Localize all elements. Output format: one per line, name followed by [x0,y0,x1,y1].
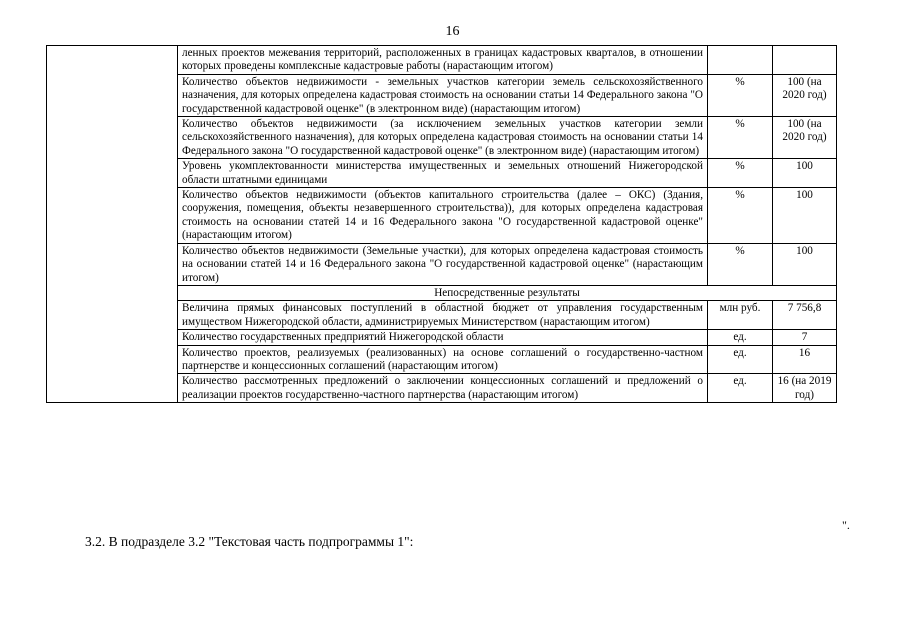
indicators-table [46,45,837,403]
indicator-text: ленных проектов межевания территорий, расположенных в границах кадастровых кварталов, в отношении которых проведены комплексные кадастровые работы (нарастающим итогом) [178,46,708,75]
unit-cell: % [708,188,773,244]
value-cell: 100 (на 2020 год) [773,74,837,116]
indicator-text: Количество проектов, реализуемых (реализованных) на основе соглашений о государственно-частном партнерстве и концессионных соглашений (нарастающим итогом) [178,345,708,374]
value-cell: 7 756,8 [773,301,837,330]
table-row [47,46,837,75]
unit-cell: млн руб. [708,301,773,330]
indicator-text: Количество рассмотренных предложений о заключении концессионных соглашений и предложений о реализации проектов государственно-частного партнерства (нарастающим итогом) [178,374,708,403]
unit-cell: % [708,243,773,285]
indicator-text: Величина прямых финансовых поступлений в областной бюджет от управления государственным имуществом Нижегородской области, администрируемых Министерством (нарастающим итогом) [178,301,708,330]
unit-cell: ед. [708,345,773,374]
section-header: Непосредственные результаты [178,285,837,300]
closing-quote: ". [842,518,850,532]
value-cell: 100 (на 2020 год) [773,117,837,159]
unit-cell: ед. [708,374,773,403]
unit-cell: % [708,159,773,188]
indicator-text: Количество объектов недвижимости - земельных участков категории земель сельскохозяйственного назначения, для которых определена кадастровая стоимость на основании статьи 14 Федерального закона "О государственной кадастровой оценке" (в электронном виде) (нарастающим итогом) [178,74,708,116]
value-cell: 100 [773,243,837,285]
indicator-text: Количество объектов недвижимости (объектов капитального строительства (далее – ОКС) (Здания, сооружения, помещения, объекты незавершенного строительства)), для которых определена кадастровая стоимость на основании статей 14 и 16 Федерального закона "О государственной кадастровой оценке" (нарастающим итогом) [178,188,708,244]
unit-cell: % [708,117,773,159]
unit-cell [708,46,773,75]
value-cell: 100 [773,188,837,244]
value-cell: 7 [773,330,837,345]
unit-cell: % [708,74,773,116]
indicator-text: Количество государственных предприятий Нижегородской области [178,330,708,345]
empty-first-column [47,46,178,403]
indicator-text: Количество объектов недвижимости (за исключением земельных участков категории земли сельскохозяйственного назначения), для которых определена кадастровая стоимость на основании статьи 14 Федерального закона "О государственной кадастровой оценке" (в электронном виде) (нарастающим итогом) [178,117,708,159]
indicator-text: Уровень укомплектованности министерства имущественных и земельных отношений Нижегородской области штатными единицами [178,159,708,188]
indicator-text: Количество объектов недвижимости (Земельные участки), для которых определена кадастровая стоимость на основании статей 14 и 16 Федерального закона "О государственной кадастровой оценке" (нарастающим итогом) [178,243,708,285]
page-number: 16 [445,24,460,39]
section-text: 3.2. В подразделе 3.2 "Текстовая часть подпрограммы 1": [85,534,414,549]
unit-cell: ед. [708,330,773,345]
value-cell: 16 (на 2019 год) [773,374,837,403]
value-cell [773,46,837,75]
value-cell: 16 [773,345,837,374]
value-cell: 100 [773,159,837,188]
